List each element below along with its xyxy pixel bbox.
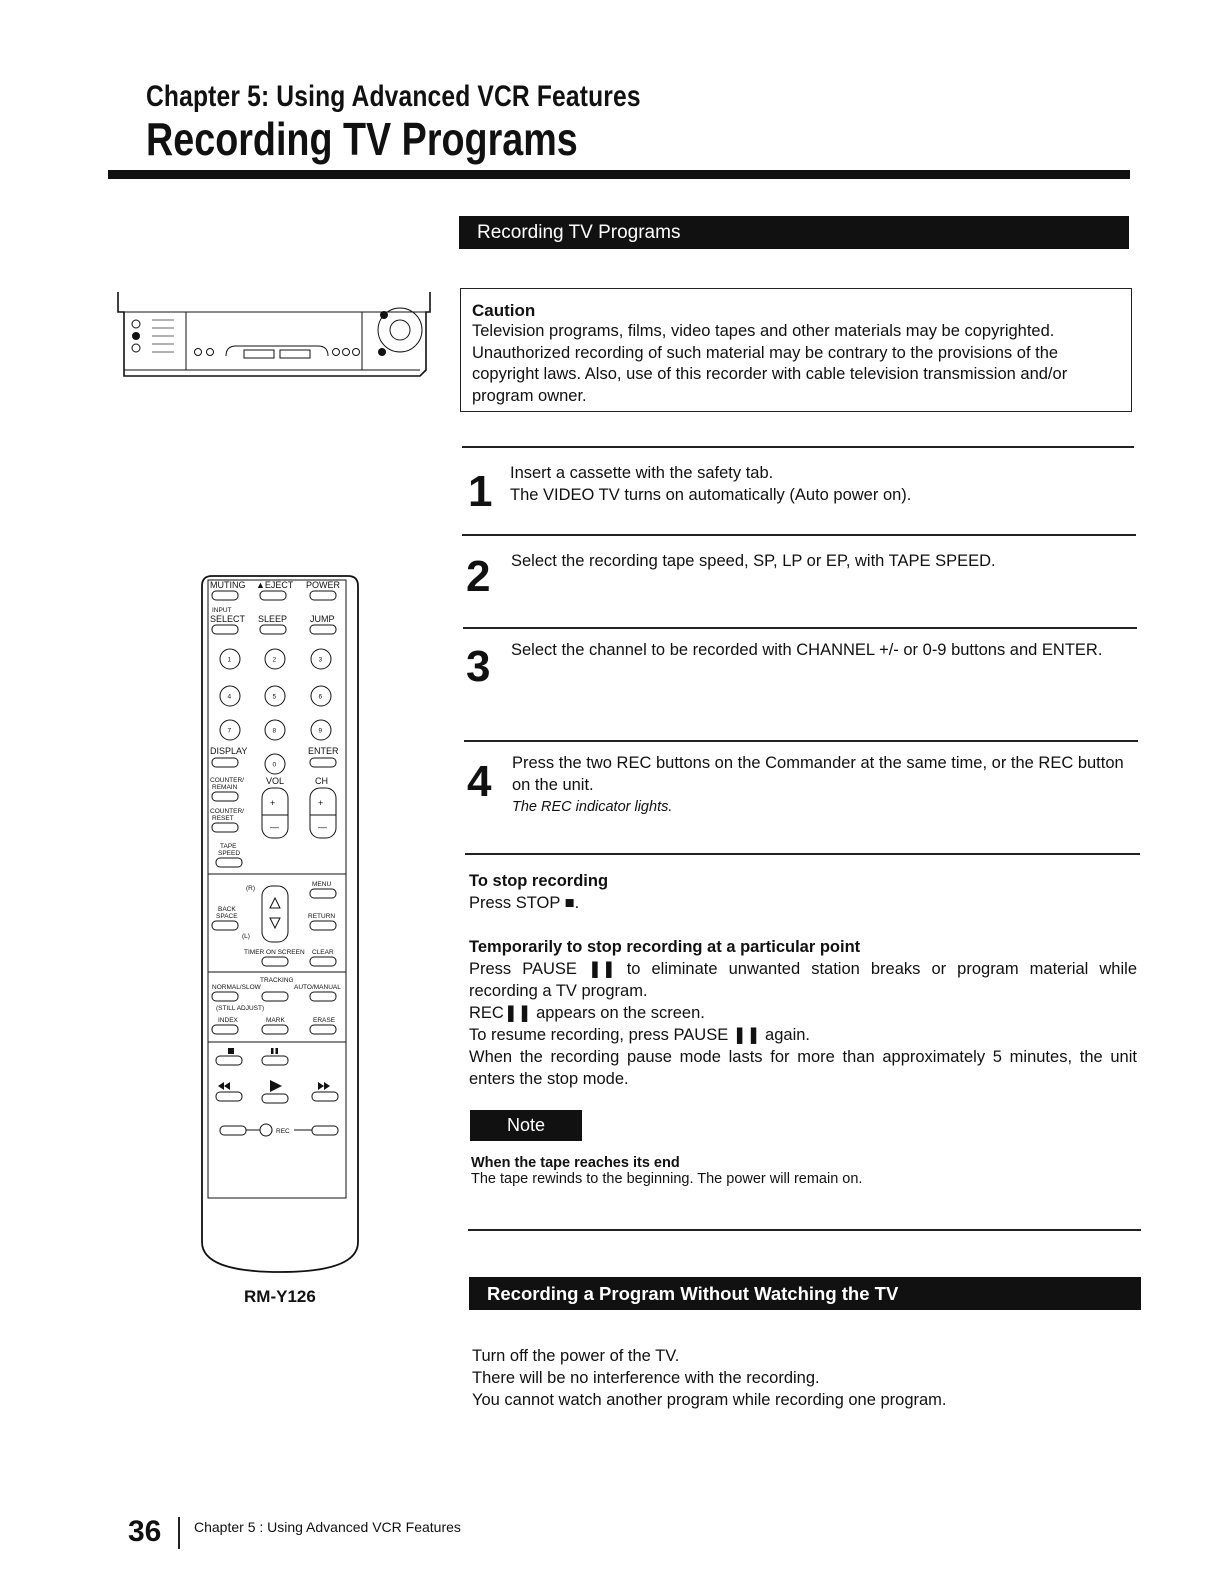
input-select-button[interactable] xyxy=(212,625,238,634)
remote-label-tracking: TRACKING xyxy=(260,977,294,984)
eject-button[interactable] xyxy=(260,591,286,600)
remote-label-space: SPACE xyxy=(216,913,238,920)
note-text: The tape rewinds to the beginning. The power will remain on. xyxy=(471,1171,863,1187)
pause-button[interactable] xyxy=(262,1056,288,1065)
remote-label-display: DISPLAY xyxy=(210,746,248,756)
digit-9-label: 9 xyxy=(318,727,323,735)
remote-label-select: SELECT xyxy=(210,614,246,624)
tracking-down-button[interactable] xyxy=(262,992,288,1001)
remote-label-jump: JUMP xyxy=(310,614,335,624)
digit-1-label: 1 xyxy=(227,656,232,664)
remote-label-ch: CH xyxy=(315,776,328,786)
step-1-line1: Insert a cassette with the safety tab. xyxy=(510,464,774,482)
back-space-button[interactable] xyxy=(212,921,238,930)
return-button[interactable] xyxy=(310,921,336,930)
channel-plus-icon: + xyxy=(318,798,324,808)
remote-label-counter-remain-1: COUNTER/ xyxy=(210,777,244,784)
remote-label-eject: ▲EJECT xyxy=(256,580,294,590)
rec-button-right[interactable] xyxy=(312,1126,338,1135)
tape-speed-button[interactable] xyxy=(216,858,242,867)
remote-label-speed: SPEED xyxy=(218,850,241,857)
remote-label-back: BACK xyxy=(218,906,236,913)
remote-label-menu: MENU xyxy=(312,881,332,888)
digit-0-label: 0 xyxy=(272,761,277,769)
caution-box xyxy=(460,288,1132,412)
section-divider xyxy=(465,853,1140,855)
caution-heading: Caution xyxy=(472,301,536,320)
caution-text: Television programs, films, video tapes and other materials may be copyrighted. Unauthorized recording of such material may be contrary to the provisions of the copyright laws. Also, use of this recorder with cable television transmission and/or program owner. xyxy=(472,322,1068,405)
note-block xyxy=(471,1155,1131,1187)
rec-icon xyxy=(260,1124,272,1136)
play-button[interactable] xyxy=(262,1094,288,1103)
remote-label-counter-reset-1: COUNTER/ xyxy=(210,808,244,815)
footer-chapter-text: Chapter 5 : Using Advanced VCR Features xyxy=(194,1519,461,1535)
pause-icon xyxy=(271,1048,274,1054)
stop-recording-block xyxy=(469,870,1139,914)
remote-label-auto-manual: AUTO/MANUAL xyxy=(294,984,341,991)
remote-label-muting: MUTING xyxy=(210,580,246,590)
remote-label-input: INPUT xyxy=(212,607,232,614)
section-bar-recording-without-watching: Recording a Program Without Watching the TV xyxy=(469,1277,1141,1310)
chapter-label: Chapter 5: Using Advanced VCR Features xyxy=(146,80,641,113)
remote-label-power: POWER xyxy=(306,580,341,590)
pause-line3: To resume recording, press PAUSE ❚❚ again. xyxy=(469,1026,810,1044)
sleep-button[interactable] xyxy=(260,625,286,634)
step-3-text: Select the channel to be recorded with CHANNEL +/- or 0-9 buttons and ENTER. xyxy=(511,641,1103,659)
step-divider xyxy=(464,740,1138,742)
remote-label-still-adjust: (STILL ADJUST) xyxy=(216,1005,265,1012)
remote-label-enter: ENTER xyxy=(308,746,339,756)
remote-label-sleep: SLEEP xyxy=(258,614,288,624)
menu-button[interactable] xyxy=(310,889,336,898)
stop-icon xyxy=(228,1048,234,1054)
remote-label-vol: VOL xyxy=(266,776,285,786)
timer-on-screen-button[interactable] xyxy=(262,957,288,966)
section2-text xyxy=(472,1345,1132,1411)
digit-3-label: 3 xyxy=(318,656,323,664)
rewind-icon xyxy=(218,1082,230,1090)
digit-keypad xyxy=(220,649,331,740)
section-divider xyxy=(468,1229,1141,1231)
auto-manual-button[interactable] xyxy=(310,992,336,1001)
page-number: 36 xyxy=(128,1515,162,1548)
remote-model-label: RM-Y126 xyxy=(244,1287,316,1306)
remote-label-clear: CLEAR xyxy=(312,949,334,956)
volume-plus-icon: + xyxy=(270,798,276,808)
remote-label-mark: MARK xyxy=(266,1017,285,1024)
index-button[interactable] xyxy=(212,1025,238,1034)
remote-label-index: INDEX xyxy=(218,1017,238,1024)
pause-block xyxy=(469,936,1137,1090)
remote-label-counter-reset-2: RESET xyxy=(212,815,234,822)
stop-recording-text: Press STOP ■. xyxy=(469,894,580,912)
jump-button[interactable] xyxy=(310,625,336,634)
note-label: Note xyxy=(470,1110,582,1141)
section2-line3: You cannot watch another program while recording one program. xyxy=(472,1391,947,1409)
power-button[interactable] xyxy=(310,591,336,600)
remote-label-erase: ERASE xyxy=(313,1017,336,1024)
stop-recording-heading: To stop recording xyxy=(469,872,609,890)
counter-remain-button[interactable] xyxy=(212,792,238,801)
step-3-number: 3 xyxy=(466,642,491,691)
rewind-button[interactable] xyxy=(216,1092,242,1101)
step-1-line2: The VIDEO TV turns on automatically (Auto power on). xyxy=(510,486,912,504)
stop-button[interactable] xyxy=(216,1056,242,1065)
section-bar-recording-tv-programs: Recording TV Programs xyxy=(459,216,1129,249)
remote-label-r: (R) xyxy=(246,885,256,892)
counter-reset-button[interactable] xyxy=(212,823,238,832)
vcr-front-panel-illustration xyxy=(114,290,434,386)
tracking-up-button[interactable] xyxy=(212,992,238,1001)
remote-label-normal-slow: NORMAL/SLOW xyxy=(212,984,261,991)
digit-4-label: 4 xyxy=(227,693,232,701)
step-divider xyxy=(462,534,1136,536)
step-4-number: 4 xyxy=(467,757,492,806)
remote-label-counter-remain-2: REMAIN xyxy=(212,784,238,791)
joystick-control[interactable] xyxy=(262,886,288,942)
erase-button[interactable] xyxy=(310,1025,336,1034)
play-icon xyxy=(270,1080,282,1092)
remote-label-l: (L) xyxy=(242,933,250,940)
digit-6-label: 6 xyxy=(318,693,323,701)
remote-label-tape: TAPE xyxy=(220,843,237,850)
clear-button[interactable] xyxy=(310,957,336,966)
mark-button[interactable] xyxy=(262,1025,288,1034)
rec-button-left[interactable] xyxy=(220,1126,246,1135)
remote-label-return: RETURN xyxy=(308,913,336,920)
section2-line2: There will be no interference with the recording. xyxy=(472,1369,820,1387)
footer-divider xyxy=(178,1517,180,1549)
remote-label-rec: REC xyxy=(276,1128,290,1135)
muting-button[interactable] xyxy=(212,591,238,600)
channel-minus-icon: — xyxy=(318,822,327,832)
step-divider xyxy=(463,627,1137,629)
pause-line1: Press PAUSE ❚❚ to eliminate unwanted station breaks or program material while recording a TV program. xyxy=(469,960,1137,1000)
fast-forward-button[interactable] xyxy=(312,1092,338,1101)
digit-2-label: 2 xyxy=(272,656,277,664)
remote-control-illustration xyxy=(198,572,366,1280)
step-2-text: Select the recording tape speed, SP, LP or EP, with TAPE SPEED. xyxy=(511,552,996,570)
step-1-number: 1 xyxy=(468,467,493,516)
pause-line2: REC❚❚ appears on the screen. xyxy=(469,1004,705,1022)
step-divider xyxy=(462,446,1134,448)
step-4-text xyxy=(512,752,1136,818)
digit-5-label: 5 xyxy=(272,693,277,701)
volume-minus-icon: — xyxy=(270,822,279,832)
digit-8-label: 8 xyxy=(272,727,277,735)
step-4-sub: The REC indicator lights. xyxy=(512,799,673,815)
step-2-number: 2 xyxy=(466,552,491,601)
title-rule xyxy=(108,170,1130,179)
page-title: Recording TV Programs xyxy=(146,113,578,165)
fast-forward-icon xyxy=(318,1082,330,1090)
section2-line1: Turn off the power of the TV. xyxy=(472,1347,680,1365)
display-button[interactable] xyxy=(212,758,238,767)
note-heading: When the tape reaches its end xyxy=(471,1155,680,1171)
enter-button[interactable] xyxy=(310,758,336,767)
remote-label-timer-on-screen: TIMER ON SCREEN xyxy=(244,949,305,956)
digit-7-label: 7 xyxy=(227,727,232,735)
step-4-line1: Press the two REC buttons on the Commander at the same time, or the REC button on the unit. xyxy=(512,754,1124,794)
pause-line4: When the recording pause mode lasts for more than approximately 5 minutes, the unit enters the stop mode. xyxy=(469,1048,1137,1088)
step-1-text xyxy=(510,462,1130,506)
pause-heading: Temporarily to stop recording at a particular point xyxy=(469,938,861,956)
